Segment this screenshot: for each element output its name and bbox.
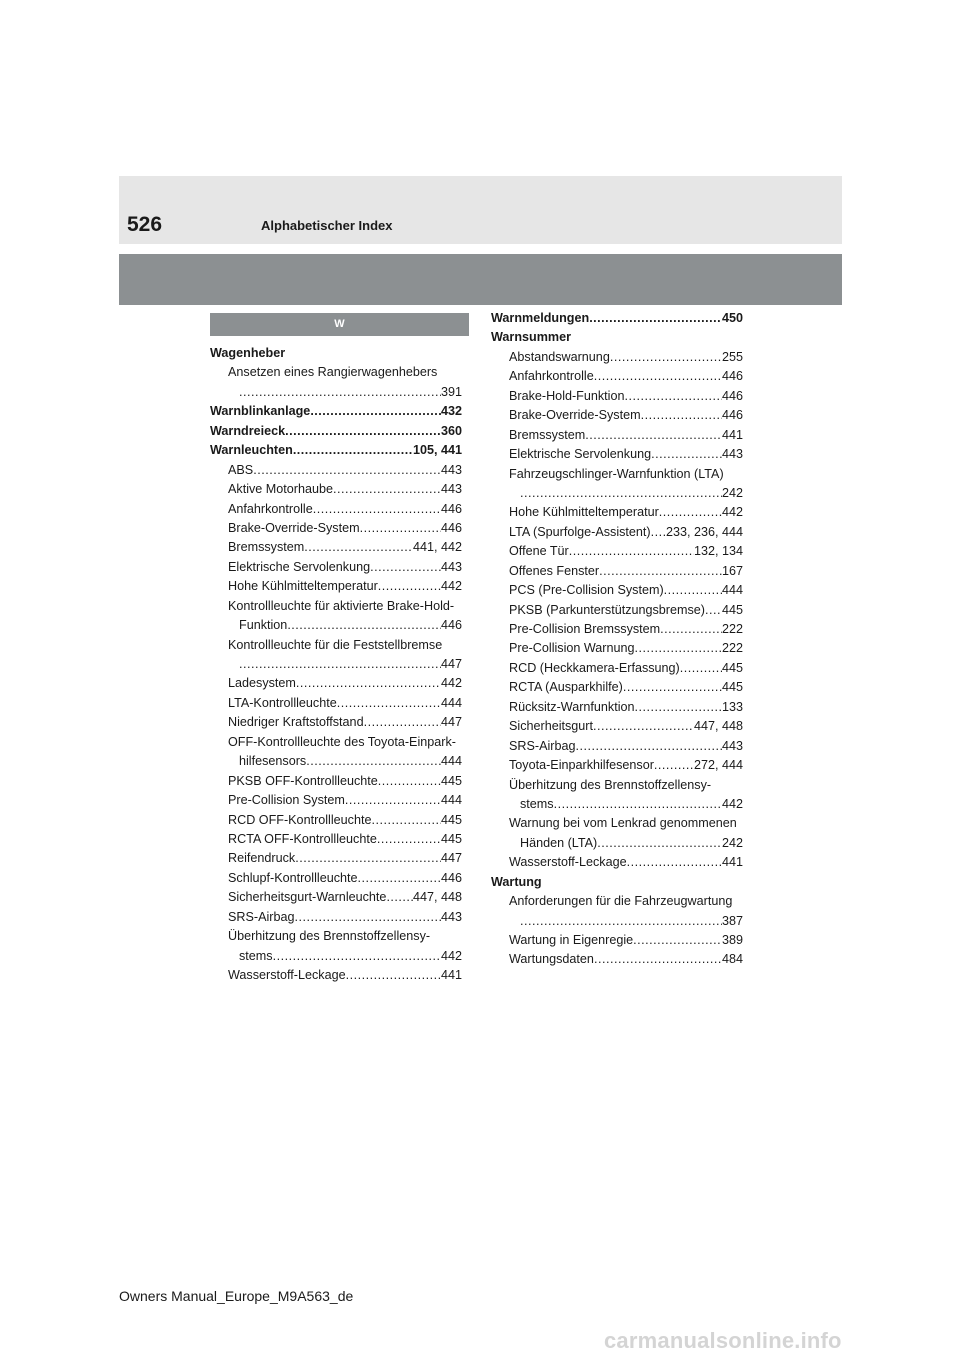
index-entry xyxy=(210,519,462,538)
index-entry-page[interactable]: 222 xyxy=(721,622,743,636)
index-entry-leader-dots xyxy=(593,717,694,736)
index-entry-page[interactable]: 105, 441 xyxy=(412,443,462,458)
index-entry-leader-dots xyxy=(664,581,722,600)
index-entry-leader-dots xyxy=(569,542,694,561)
index-entry-text: Wartung in Eigenregie xyxy=(509,933,634,947)
index-entry-text: Überhitzung des Brennstoffzellensy- xyxy=(228,929,431,944)
index-entry-leader-dots xyxy=(273,947,441,966)
index-entry xyxy=(210,616,462,635)
index-entry-leader-dots xyxy=(594,367,722,386)
index-entry xyxy=(491,873,743,892)
index-entry-text: Wasserstoff-Leckage xyxy=(228,968,346,982)
watermark-logo: carmanualsonline.info xyxy=(604,1328,842,1353)
index-entry xyxy=(491,795,743,814)
index-entry xyxy=(210,441,462,460)
index-entry xyxy=(210,558,462,577)
index-entry-page[interactable]: 132, 134 xyxy=(693,544,743,559)
index-entry-text: PKSB OFF-Kontrollleuchte xyxy=(228,773,378,788)
index-entry xyxy=(210,597,462,616)
index-entry-leader-dots xyxy=(287,616,441,635)
index-entry-leader-dots xyxy=(364,713,441,732)
index-entry-leader-dots xyxy=(304,538,413,557)
index-entry-leader-dots xyxy=(253,461,441,480)
index-entry-page[interactable]: 444 xyxy=(721,583,743,598)
index-entry xyxy=(491,639,743,658)
index-entry-page[interactable]: 442 xyxy=(440,676,462,691)
index-entry xyxy=(491,950,743,969)
index-entry xyxy=(491,834,743,853)
index-entry-text: Warnsummer xyxy=(491,330,572,345)
index-entry xyxy=(210,694,462,713)
index-entry-leader-dots xyxy=(345,791,441,810)
index-entry-page[interactable]: 446 xyxy=(440,501,462,516)
index-entry-page[interactable]: 447, 448 xyxy=(693,719,743,734)
index-entry-text: Anfahrkontrolle xyxy=(509,369,594,384)
index-entry-text: Wartung xyxy=(491,874,542,889)
index-entry-page[interactable]: 360 xyxy=(440,423,462,438)
index-entry xyxy=(210,966,462,985)
index-entry-page[interactable]: 432 xyxy=(440,404,462,419)
index-entry-leader-dots xyxy=(337,694,441,713)
index-entry xyxy=(210,733,462,752)
index-entry-leader-dots xyxy=(651,523,666,542)
index-entry-page[interactable]: 167 xyxy=(721,563,743,578)
index-entry-text: Warnung bei vom Lenkrad genommenen xyxy=(509,816,737,831)
index-entry-text: Anforderungen für die Fahrzeugwartung xyxy=(509,894,733,909)
index-entry-leader-dots xyxy=(370,558,441,577)
index-entry xyxy=(491,328,743,347)
index-entry-leader-dots xyxy=(585,426,722,445)
index-entry-text: Brake-Hold-Funktion xyxy=(509,388,625,403)
index-entry-text: Sicherheitsgurt-Warnleuchte xyxy=(228,890,387,905)
index-entry-text: Abstandswarnung xyxy=(509,349,610,364)
index-entry-leader-dots xyxy=(610,348,722,367)
index-entry-page[interactable]: 447 xyxy=(440,715,462,730)
index-entry-text: RCTA (Ausparkhilfe) xyxy=(509,680,623,695)
index-entry-leader-dots xyxy=(625,387,722,406)
index-entry-page[interactable]: 446 xyxy=(440,520,462,535)
index-entry xyxy=(210,402,462,421)
index-entry-leader-dots xyxy=(594,950,722,969)
index-entry-text: Aktive Motorhaube xyxy=(228,482,334,497)
header-band xyxy=(119,254,842,305)
index-entry-page[interactable]: 255 xyxy=(721,349,743,364)
index-entry xyxy=(210,849,462,868)
index-entry-text: LTA (Spurfolge-Assistent) xyxy=(509,524,651,539)
index-entry-leader-dots xyxy=(295,908,441,927)
index-entry-text: Bremssystem xyxy=(228,540,305,555)
index-entry xyxy=(210,538,462,557)
index-entry xyxy=(491,601,743,620)
index-entry-text: Pre-Collision System xyxy=(228,793,345,808)
index-entry-leader-dots xyxy=(360,519,441,538)
index-entry-leader-dots xyxy=(295,849,441,868)
index-entry xyxy=(210,927,462,946)
index-entry-page[interactable]: 443 xyxy=(721,738,743,753)
index-entry-leader-dots xyxy=(333,480,441,499)
index-entry-text: Elektrische Servolenkung xyxy=(509,447,652,462)
index-entry xyxy=(491,737,743,756)
index-entry-text: Wartungsdaten xyxy=(509,952,594,967)
index-entry-page[interactable]: 446 xyxy=(721,388,743,403)
index-entry-text: stems xyxy=(239,948,273,963)
index-entry-page[interactable]: 222 xyxy=(721,641,743,656)
index-entry xyxy=(210,888,462,907)
page-header xyxy=(119,176,842,244)
index-entry-page[interactable]: 387 xyxy=(721,913,743,928)
index-entry xyxy=(210,577,462,596)
index-entry xyxy=(210,772,462,791)
index-entry xyxy=(491,853,743,872)
index-entry-text: Offenes Fenster xyxy=(509,563,600,578)
index-entry xyxy=(491,426,743,445)
index-entry-text: Reifendruck xyxy=(228,851,296,866)
index-entry xyxy=(210,674,462,693)
index-entry xyxy=(210,655,462,674)
index-entry-text: Warnleuchten xyxy=(210,443,293,458)
index-entry-text: Brake-Override-System xyxy=(509,408,641,423)
index-entry xyxy=(491,698,743,717)
index-entry xyxy=(491,367,743,386)
index-entry xyxy=(491,659,743,678)
index-entry-text: stems xyxy=(520,796,554,811)
index-entry xyxy=(210,830,462,849)
index-entry-page[interactable]: 441 xyxy=(440,968,462,982)
index-entry-page[interactable]: 441 xyxy=(721,855,743,870)
index-entry-text: Ansetzen eines Rangierwagenhebers xyxy=(228,365,438,380)
index-entry-leader-dots xyxy=(659,503,722,522)
index-entry-text: Anfahrkontrolle xyxy=(228,501,313,516)
index-entry xyxy=(210,363,462,382)
index-entry xyxy=(491,309,743,328)
index-entry xyxy=(491,581,743,600)
index-entry-leader-dots xyxy=(346,966,441,985)
index-entry-leader-dots xyxy=(660,620,722,639)
index-entry-text: RCTA OFF-Kontrollleuchte xyxy=(228,831,377,846)
index-entry xyxy=(210,811,462,830)
index-entry xyxy=(491,523,743,542)
index-entry xyxy=(210,500,462,519)
index-entry-page[interactable]: 445 xyxy=(721,602,743,617)
index-column-right xyxy=(491,309,743,970)
index-entry xyxy=(491,465,743,484)
index-entry-leader-dots xyxy=(310,402,441,421)
index-entry-page[interactable]: 442 xyxy=(721,505,743,520)
index-entry-text: Sicherheitsgurt xyxy=(509,719,593,734)
index-entry xyxy=(491,620,743,639)
index-entry-page[interactable]: 443 xyxy=(721,447,743,462)
index-entry xyxy=(210,461,462,480)
index-entry-page[interactable]: 446 xyxy=(721,369,743,384)
page-number: 526 xyxy=(127,213,163,236)
index-entry-page[interactable]: 446 xyxy=(440,618,462,633)
index-entry-text: RCD OFF-Kontrollleuchte xyxy=(228,812,372,827)
index-entry xyxy=(491,912,743,931)
index-entry-text: Brake-Override-System xyxy=(228,520,360,535)
index-entry-text: Hohe Kühlmitteltemperatur xyxy=(509,505,659,520)
index-entry xyxy=(491,542,743,561)
index-entry xyxy=(210,383,462,402)
index-entry-leader-dots xyxy=(654,756,694,775)
index-entry-leader-dots xyxy=(520,912,722,931)
index-entry-leader-dots xyxy=(680,659,722,678)
index-entry-page[interactable]: 233, 236, 444 xyxy=(665,524,743,539)
index-entry-page[interactable]: 443 xyxy=(440,559,462,574)
index-entry-leader-dots xyxy=(554,795,722,814)
index-entry-page[interactable]: 389 xyxy=(721,933,743,947)
index-entry-page[interactable]: 444 xyxy=(440,793,462,808)
index-entry-page[interactable]: 442 xyxy=(440,579,462,594)
index-entry-text: Hohe Kühlmitteltemperatur xyxy=(228,579,378,594)
index-entry-text: hilfesensors xyxy=(239,754,307,769)
index-entry xyxy=(491,678,743,697)
header-title: Alphabetischer Index xyxy=(261,218,393,233)
index-entry-text: ABS xyxy=(228,462,254,477)
index-entry xyxy=(491,406,743,425)
index-entry-text: Offene Tür xyxy=(509,544,569,559)
index-entry-page[interactable]: 441, 442 xyxy=(412,540,462,555)
index-entry-page[interactable]: 447 xyxy=(440,851,462,866)
index-entry xyxy=(491,484,743,503)
index-entry-page[interactable]: 442 xyxy=(721,796,743,811)
index-entry-text: Kontrollleuchte für aktivierte Brake-Hold- xyxy=(228,598,455,613)
index-entry-text: Toyota-Einparkhilfesensor xyxy=(509,758,654,773)
index-entry-page[interactable]: 133 xyxy=(721,699,743,714)
index-entry-page[interactable]: 445 xyxy=(721,660,743,675)
index-entry-leader-dots xyxy=(285,422,441,441)
index-entry-leader-dots xyxy=(635,639,722,658)
index-entry-page[interactable]: 242 xyxy=(721,485,743,500)
index-entry-page[interactable]: 447 xyxy=(440,657,462,671)
index-entry-leader-dots xyxy=(293,441,413,460)
index-entry-page[interactable]: 443 xyxy=(440,462,462,477)
index-entry xyxy=(210,480,462,499)
index-entry-page[interactable]: 444 xyxy=(440,695,462,710)
index-entry-leader-dots xyxy=(641,406,722,425)
index-entry-text: Ladesystem xyxy=(228,676,296,691)
index-entry-page[interactable]: 445 xyxy=(440,773,462,788)
index-entry-page[interactable]: 445 xyxy=(440,812,462,827)
index-entry-page[interactable]: 446 xyxy=(440,870,462,885)
index-entry-text: PKSB (Parkunterstützungsbremse) xyxy=(509,602,705,617)
index-entry xyxy=(210,947,462,966)
index-entry xyxy=(210,791,462,810)
index-entry-leader-dots xyxy=(386,888,413,907)
index-entry-text: Wagenheber xyxy=(210,346,286,360)
index-entry-text: Warnmeldungen xyxy=(491,311,590,325)
index-entry xyxy=(210,422,462,441)
index-entry-text: Elektrische Servolenkung xyxy=(228,559,371,574)
index-entry xyxy=(210,713,462,732)
index-entry xyxy=(491,387,743,406)
index-entry-leader-dots xyxy=(633,931,722,950)
index-entry xyxy=(491,503,743,522)
index-entry xyxy=(210,344,462,363)
index-entry-page[interactable]: 242 xyxy=(721,835,743,850)
index-entry-page[interactable]: 446 xyxy=(721,408,743,423)
index-entry xyxy=(491,931,743,950)
index-entry-leader-dots xyxy=(239,383,441,402)
index-entry-text: Schlupf-Kontrollleuchte xyxy=(228,870,358,885)
index-entry-text: Warnblinkanlage xyxy=(210,404,311,419)
index-entry-page[interactable]: 391 xyxy=(440,384,462,399)
index-entry-leader-dots xyxy=(627,853,722,872)
index-entry-text: Überhitzung des Brennstoffzellensy- xyxy=(509,777,712,792)
index-entry xyxy=(491,348,743,367)
index-entry-leader-dots xyxy=(378,577,441,596)
index-entry-leader-dots xyxy=(313,500,441,519)
index-entry-leader-dots xyxy=(597,834,722,853)
index-entry-page[interactable]: 450 xyxy=(721,311,743,325)
index-entry-leader-dots xyxy=(520,484,722,503)
index-entry-text: Pre-Collision Bremssystem xyxy=(509,622,661,636)
index-column-left xyxy=(210,344,462,985)
index-entry-text: Händen (LTA) xyxy=(520,835,598,850)
index-entry-leader-dots xyxy=(623,678,722,697)
index-entry-text: OFF-Kontrollleuchte des Toyota-Einpark- xyxy=(228,734,456,749)
index-entry-leader-dots xyxy=(377,830,441,849)
index-entry-text: SRS-Airbag xyxy=(228,909,295,924)
index-entry-text: Wasserstoff-Leckage xyxy=(509,855,627,870)
section-letter-bar: W xyxy=(210,313,469,336)
index-entry-text: Rücksitz-Warnfunktion xyxy=(509,699,635,714)
index-entry-leader-dots xyxy=(378,772,441,791)
index-entry-leader-dots xyxy=(651,445,722,464)
index-entry xyxy=(491,562,743,581)
index-entry-text: SRS-Airbag xyxy=(509,738,576,753)
index-entry-leader-dots xyxy=(635,698,722,717)
index-entry xyxy=(491,445,743,464)
index-entry xyxy=(210,752,462,771)
index-entry-leader-dots xyxy=(576,737,722,756)
index-entry xyxy=(491,892,743,911)
index-entry-leader-dots xyxy=(371,811,441,830)
index-entry-page[interactable]: 443 xyxy=(440,482,462,497)
index-entry-leader-dots xyxy=(589,309,722,328)
index-entry xyxy=(491,776,743,795)
index-entry-page[interactable]: 445 xyxy=(721,680,743,695)
index-entry xyxy=(491,814,743,833)
index-entry-page[interactable]: 443 xyxy=(440,909,462,924)
index-entry xyxy=(491,756,743,775)
index-entry-leader-dots xyxy=(705,601,722,620)
index-entry-text: Warndreieck xyxy=(210,423,286,438)
index-entry xyxy=(210,636,462,655)
index-entry-text: Fahrzeugschlinger-Warnfunktion (LTA) xyxy=(509,466,724,481)
index-entry-page[interactable]: 441 xyxy=(721,427,743,442)
index-entry-text: RCD (Heckkamera-Erfassung) xyxy=(509,660,680,675)
index-entry-leader-dots xyxy=(306,752,441,771)
index-entry-page[interactable]: 447, 448 xyxy=(412,890,462,905)
index-entry-text: Kontrollleuchte für die Feststellbremse xyxy=(228,637,443,652)
index-entry-text: Funktion xyxy=(239,618,288,633)
index-entry-text: Niedriger Kraftstoffstand xyxy=(228,715,364,730)
index-entry-text: LTA-Kontrollleuchte xyxy=(228,695,337,710)
index-entry-leader-dots xyxy=(239,655,441,674)
index-entry-leader-dots xyxy=(599,562,722,581)
index-entry-page[interactable]: 484 xyxy=(721,952,743,967)
index-entry-leader-dots xyxy=(358,869,441,888)
index-entry xyxy=(210,869,462,888)
footer-manual-id: Owners Manual_Europe_M9A563_de xyxy=(119,1288,354,1304)
index-entry-page[interactable]: 444 xyxy=(440,754,462,769)
index-entry-page[interactable]: 272, 444 xyxy=(693,758,743,773)
index-entry-page[interactable]: 442 xyxy=(440,948,462,963)
index-entry xyxy=(210,908,462,927)
index-entry-text: Bremssystem xyxy=(509,427,586,442)
index-entry-text: PCS (Pre-Collision System) xyxy=(509,583,664,598)
index-entry xyxy=(491,717,743,736)
index-entry-text: Pre-Collision Warnung xyxy=(509,641,635,656)
index-entry-leader-dots xyxy=(296,674,441,693)
index-entry-page[interactable]: 445 xyxy=(440,831,462,846)
